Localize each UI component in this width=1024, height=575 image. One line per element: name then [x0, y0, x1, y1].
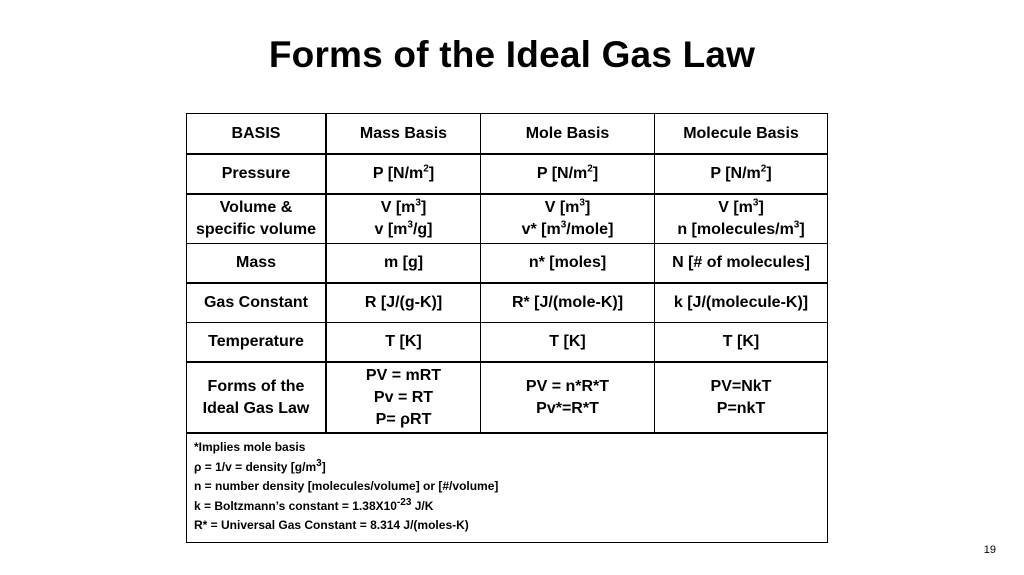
forms-label: Forms of the Ideal Gas Law — [187, 363, 327, 432]
header-mole-basis: Mole Basis — [481, 114, 655, 153]
volume-molecule: V $[m^3]$ n $[molecules/m^3]$ — [677, 197, 805, 238]
note-universal-gas-constant: R* = Universal Gas Constant = 8.314 J/(moles-K) — [194, 518, 469, 532]
table-notes — [187, 434, 827, 542]
header-mass-basis: Mass Basis — [327, 114, 481, 153]
pressure-mass: P $[N/m^2]$ — [327, 155, 481, 193]
gas-constant-row — [187, 284, 827, 323]
temperature-molecule: T [K] — [722, 333, 760, 350]
mass-mole: n* [moles] — [481, 244, 655, 282]
note-boltzmann: k = Boltzmann’s constant = $1.38X10^{-23}$ J/K — [194, 496, 434, 513]
table-header-row — [187, 114, 827, 155]
mass-label: Mass — [187, 244, 327, 282]
gas-constant-molecule: k [J/(molecule-K)] — [673, 294, 809, 311]
forms-row — [187, 363, 827, 434]
ideal-gas-law-table — [186, 113, 828, 543]
forms-molecule: PV=NkT P=nkT — [710, 377, 772, 417]
gas-constant-mole: R* [J/(mole-K)] — [481, 284, 655, 322]
volume-label: Volume & specific volume — [187, 195, 327, 243]
volume-mole: V $[m^3]$ v* $[m^3/mole]$ — [481, 195, 655, 243]
gas-constant-label: Gas Constant — [187, 284, 327, 322]
pressure-label: Pressure — [187, 155, 327, 193]
gas-constant-mass: R [J/(g-K)] — [327, 284, 481, 322]
forms-mass: PV = mRT Pv = RT P= ρRT — [327, 363, 481, 432]
note-mole-basis: *Implies mole basis — [194, 440, 306, 454]
mass-mass: m [g] — [327, 244, 481, 282]
pressure-row — [187, 155, 827, 195]
temperature-label: Temperature — [187, 323, 327, 361]
temperature-mole: T [K] — [481, 323, 655, 361]
pressure-mole: P $[N/m^2]$ — [481, 155, 655, 193]
volume-row — [187, 195, 827, 244]
note-number-density: n = number density [molecules/volume] or [#/volume] — [194, 479, 499, 493]
temperature-mass: T [K] — [327, 323, 481, 361]
note-density: ρ = 1/v = density $[g/m^3]$ — [194, 457, 326, 474]
temperature-row — [187, 323, 827, 363]
forms-mole: PV = n*R*T Pv*=R*T — [481, 363, 655, 432]
mass-molecule: N [# of molecules] — [672, 254, 810, 271]
mass-row — [187, 244, 827, 284]
header-basis: BASIS — [187, 114, 327, 153]
header-molecule-basis: Molecule Basis — [683, 124, 799, 142]
pressure-molecule: P $[N/m^2]$ — [710, 163, 772, 182]
page-number: 19 — [983, 544, 996, 556]
volume-mass: V $[m^3]$ v $[m^3/g]$ — [327, 195, 481, 243]
slide-title: Forms of the Ideal Gas Law — [268, 34, 756, 75]
